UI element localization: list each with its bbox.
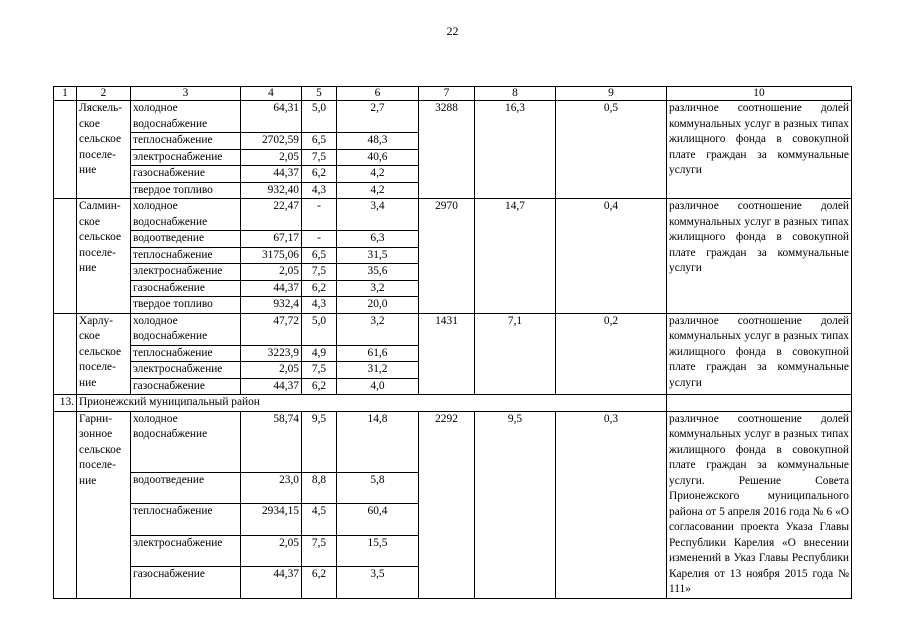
service-name: электроснабжение xyxy=(131,535,241,566)
value-col5: - xyxy=(302,231,337,248)
value-col5: 6,5 xyxy=(302,133,337,150)
value-col9: 0,5 xyxy=(556,101,667,199)
settlement-name: Гарни-зонное сельское поселе-ние xyxy=(77,411,131,598)
value-col7: 1431 xyxy=(419,313,475,395)
col-header: 9 xyxy=(556,87,667,101)
value-col6: 40,6 xyxy=(337,149,419,166)
value-col6: 31,2 xyxy=(337,362,419,379)
col-header: 8 xyxy=(475,87,556,101)
service-name: газоснабжение xyxy=(131,378,241,395)
value-col6: 3,5 xyxy=(337,567,419,599)
value-col4: 44,37 xyxy=(241,378,302,395)
row-number-cell xyxy=(54,101,77,199)
service-name: теплоснабжение xyxy=(131,504,241,535)
value-col8: 9,5 xyxy=(475,411,556,598)
value-col6: 15,5 xyxy=(337,535,419,566)
value-col5: 6,2 xyxy=(302,378,337,395)
value-col4: 3175,06 xyxy=(241,247,302,264)
value-col4: 2,05 xyxy=(241,149,302,166)
district-row xyxy=(54,395,852,412)
value-col6: 3,2 xyxy=(337,313,419,345)
value-col5: 7,5 xyxy=(302,264,337,281)
service-name: теплоснабжение xyxy=(131,345,241,362)
value-col4: 2,05 xyxy=(241,362,302,379)
service-name: холодное водоснабжение xyxy=(131,101,241,133)
value-col7: 2292 xyxy=(419,411,475,598)
value-col4: 64,31 xyxy=(241,101,302,133)
value-col4: 47,72 xyxy=(241,313,302,345)
value-col8: 7,1 xyxy=(475,313,556,395)
district-number: 13. xyxy=(54,395,77,412)
value-col5: 4,9 xyxy=(302,345,337,362)
service-name: холодное водоснабжение xyxy=(131,199,241,231)
value-col4: 44,37 xyxy=(241,166,302,183)
table-row xyxy=(54,101,852,133)
note-cell: различное соотношение долей коммунальных услуг в разных типах жилищного фонда в совокупной плате граждан за коммунальные услуги xyxy=(667,313,852,395)
value-col5: 4,5 xyxy=(302,504,337,535)
row-number-cell xyxy=(54,199,77,314)
value-col5: 4,3 xyxy=(302,182,337,199)
service-name: водоотведение xyxy=(131,472,241,503)
value-col5: 8,8 xyxy=(302,472,337,503)
value-col4: 22,47 xyxy=(241,199,302,231)
col-header: 3 xyxy=(131,87,241,101)
value-col5: 5,0 xyxy=(302,313,337,345)
value-col4: 44,37 xyxy=(241,567,302,599)
value-col8: 14,7 xyxy=(475,199,556,314)
service-name: электроснабжение xyxy=(131,264,241,281)
value-col6: 4,2 xyxy=(337,166,419,183)
tariff-table xyxy=(53,86,852,599)
value-col7: 2970 xyxy=(419,199,475,314)
value-col8: 16,3 xyxy=(475,101,556,199)
header-row xyxy=(54,87,852,101)
district-name: Прионежский муниципальный район xyxy=(77,395,667,412)
table-row xyxy=(54,199,852,231)
value-col5: 6,2 xyxy=(302,166,337,183)
service-name: холодное водоснабжение xyxy=(131,411,241,472)
col-header: 7 xyxy=(419,87,475,101)
value-col9: 0,3 xyxy=(556,411,667,598)
service-name: газоснабжение xyxy=(131,567,241,599)
row-number-cell xyxy=(54,313,77,395)
value-col6: 31,5 xyxy=(337,247,419,264)
col-header: 6 xyxy=(337,87,419,101)
value-col5: 9,5 xyxy=(302,411,337,472)
value-col4: 2702,59 xyxy=(241,133,302,150)
value-col9: 0,4 xyxy=(556,199,667,314)
value-col4: 67,17 xyxy=(241,231,302,248)
value-col4: 932,4 xyxy=(241,297,302,314)
value-col5: 5,0 xyxy=(302,101,337,133)
service-name: газоснабжение xyxy=(131,280,241,297)
service-name: твердое топливо xyxy=(131,297,241,314)
value-col7: 3288 xyxy=(419,101,475,199)
note-cell: различное соотношение долей коммунальных услуг в разных типах жилищного фонда в совокупной плате граждан за коммунальные услуги xyxy=(667,101,852,199)
service-name: электроснабжение xyxy=(131,149,241,166)
value-col6: 2,7 xyxy=(337,101,419,133)
value-col5: 6,2 xyxy=(302,567,337,599)
value-col5: 4,3 xyxy=(302,297,337,314)
col-header: 4 xyxy=(241,87,302,101)
service-name: теплоснабжение xyxy=(131,133,241,150)
value-col6: 4,0 xyxy=(337,378,419,395)
settlement-name: Ляскель-ское сельское поселе-ние xyxy=(77,101,131,199)
value-col4: 932,40 xyxy=(241,182,302,199)
service-name: теплоснабжение xyxy=(131,247,241,264)
table-row xyxy=(54,411,852,472)
row-number-cell xyxy=(54,411,77,598)
value-col4: 2,05 xyxy=(241,264,302,281)
value-col6: 48,3 xyxy=(337,133,419,150)
value-col4: 2934,15 xyxy=(241,504,302,535)
col-header: 10 xyxy=(667,87,852,101)
value-col4: 58,74 xyxy=(241,411,302,472)
service-name: твердое топливо xyxy=(131,182,241,199)
value-col4: 44,37 xyxy=(241,280,302,297)
value-col4: 2,05 xyxy=(241,535,302,566)
note-cell: различное соотношение долей коммунальных услуг в разных типах жилищного фонда в совокупной плате граждан за коммунальные услуги xyxy=(667,199,852,314)
service-name: холодное водоснабжение xyxy=(131,313,241,345)
col-header: 2 xyxy=(77,87,131,101)
value-col6: 5,8 xyxy=(337,472,419,503)
value-col4: 3223,9 xyxy=(241,345,302,362)
value-col5: - xyxy=(302,199,337,231)
value-col6: 20,0 xyxy=(337,297,419,314)
service-name: электроснабжение xyxy=(131,362,241,379)
value-col4: 23,0 xyxy=(241,472,302,503)
value-col5: 7,5 xyxy=(302,149,337,166)
service-name: водоотведение xyxy=(131,231,241,248)
col-header: 1 xyxy=(54,87,77,101)
value-col5: 7,5 xyxy=(302,362,337,379)
note-cell: различное соотношение долей коммунальных услуг в разных типах жилищного фонда в совокупной плате граждан за коммунальные услуги. Решение Совета Прионежского муниципального района от 5 апреля 2016 года № 6 «О согласовании проекта Указа Главы Республики Карелия «О внесении изменений в Указ Главы Республики Карелия от 13 ноября 2015 года № 111» xyxy=(667,411,852,598)
value-col6: 3,2 xyxy=(337,280,419,297)
value-col6: 60,4 xyxy=(337,504,419,535)
value-col6: 6,3 xyxy=(337,231,419,248)
district-row-empty xyxy=(667,395,852,412)
page-number: 22 xyxy=(446,24,459,38)
value-col9: 0,2 xyxy=(556,313,667,395)
value-col5: 7,5 xyxy=(302,535,337,566)
value-col6: 35,6 xyxy=(337,264,419,281)
value-col6: 3,4 xyxy=(337,199,419,231)
service-name: газоснабжение xyxy=(131,166,241,183)
value-col5: 6,5 xyxy=(302,247,337,264)
table-row xyxy=(54,313,852,345)
value-col5: 6,2 xyxy=(302,280,337,297)
value-col6: 14,8 xyxy=(337,411,419,472)
settlement-name: Харлу-ское сельское поселе-ние xyxy=(77,313,131,395)
value-col6: 61,6 xyxy=(337,345,419,362)
value-col6: 4,2 xyxy=(337,182,419,199)
col-header: 5 xyxy=(302,87,337,101)
settlement-name: Салмин-ское сельское поселе-ние xyxy=(77,199,131,314)
